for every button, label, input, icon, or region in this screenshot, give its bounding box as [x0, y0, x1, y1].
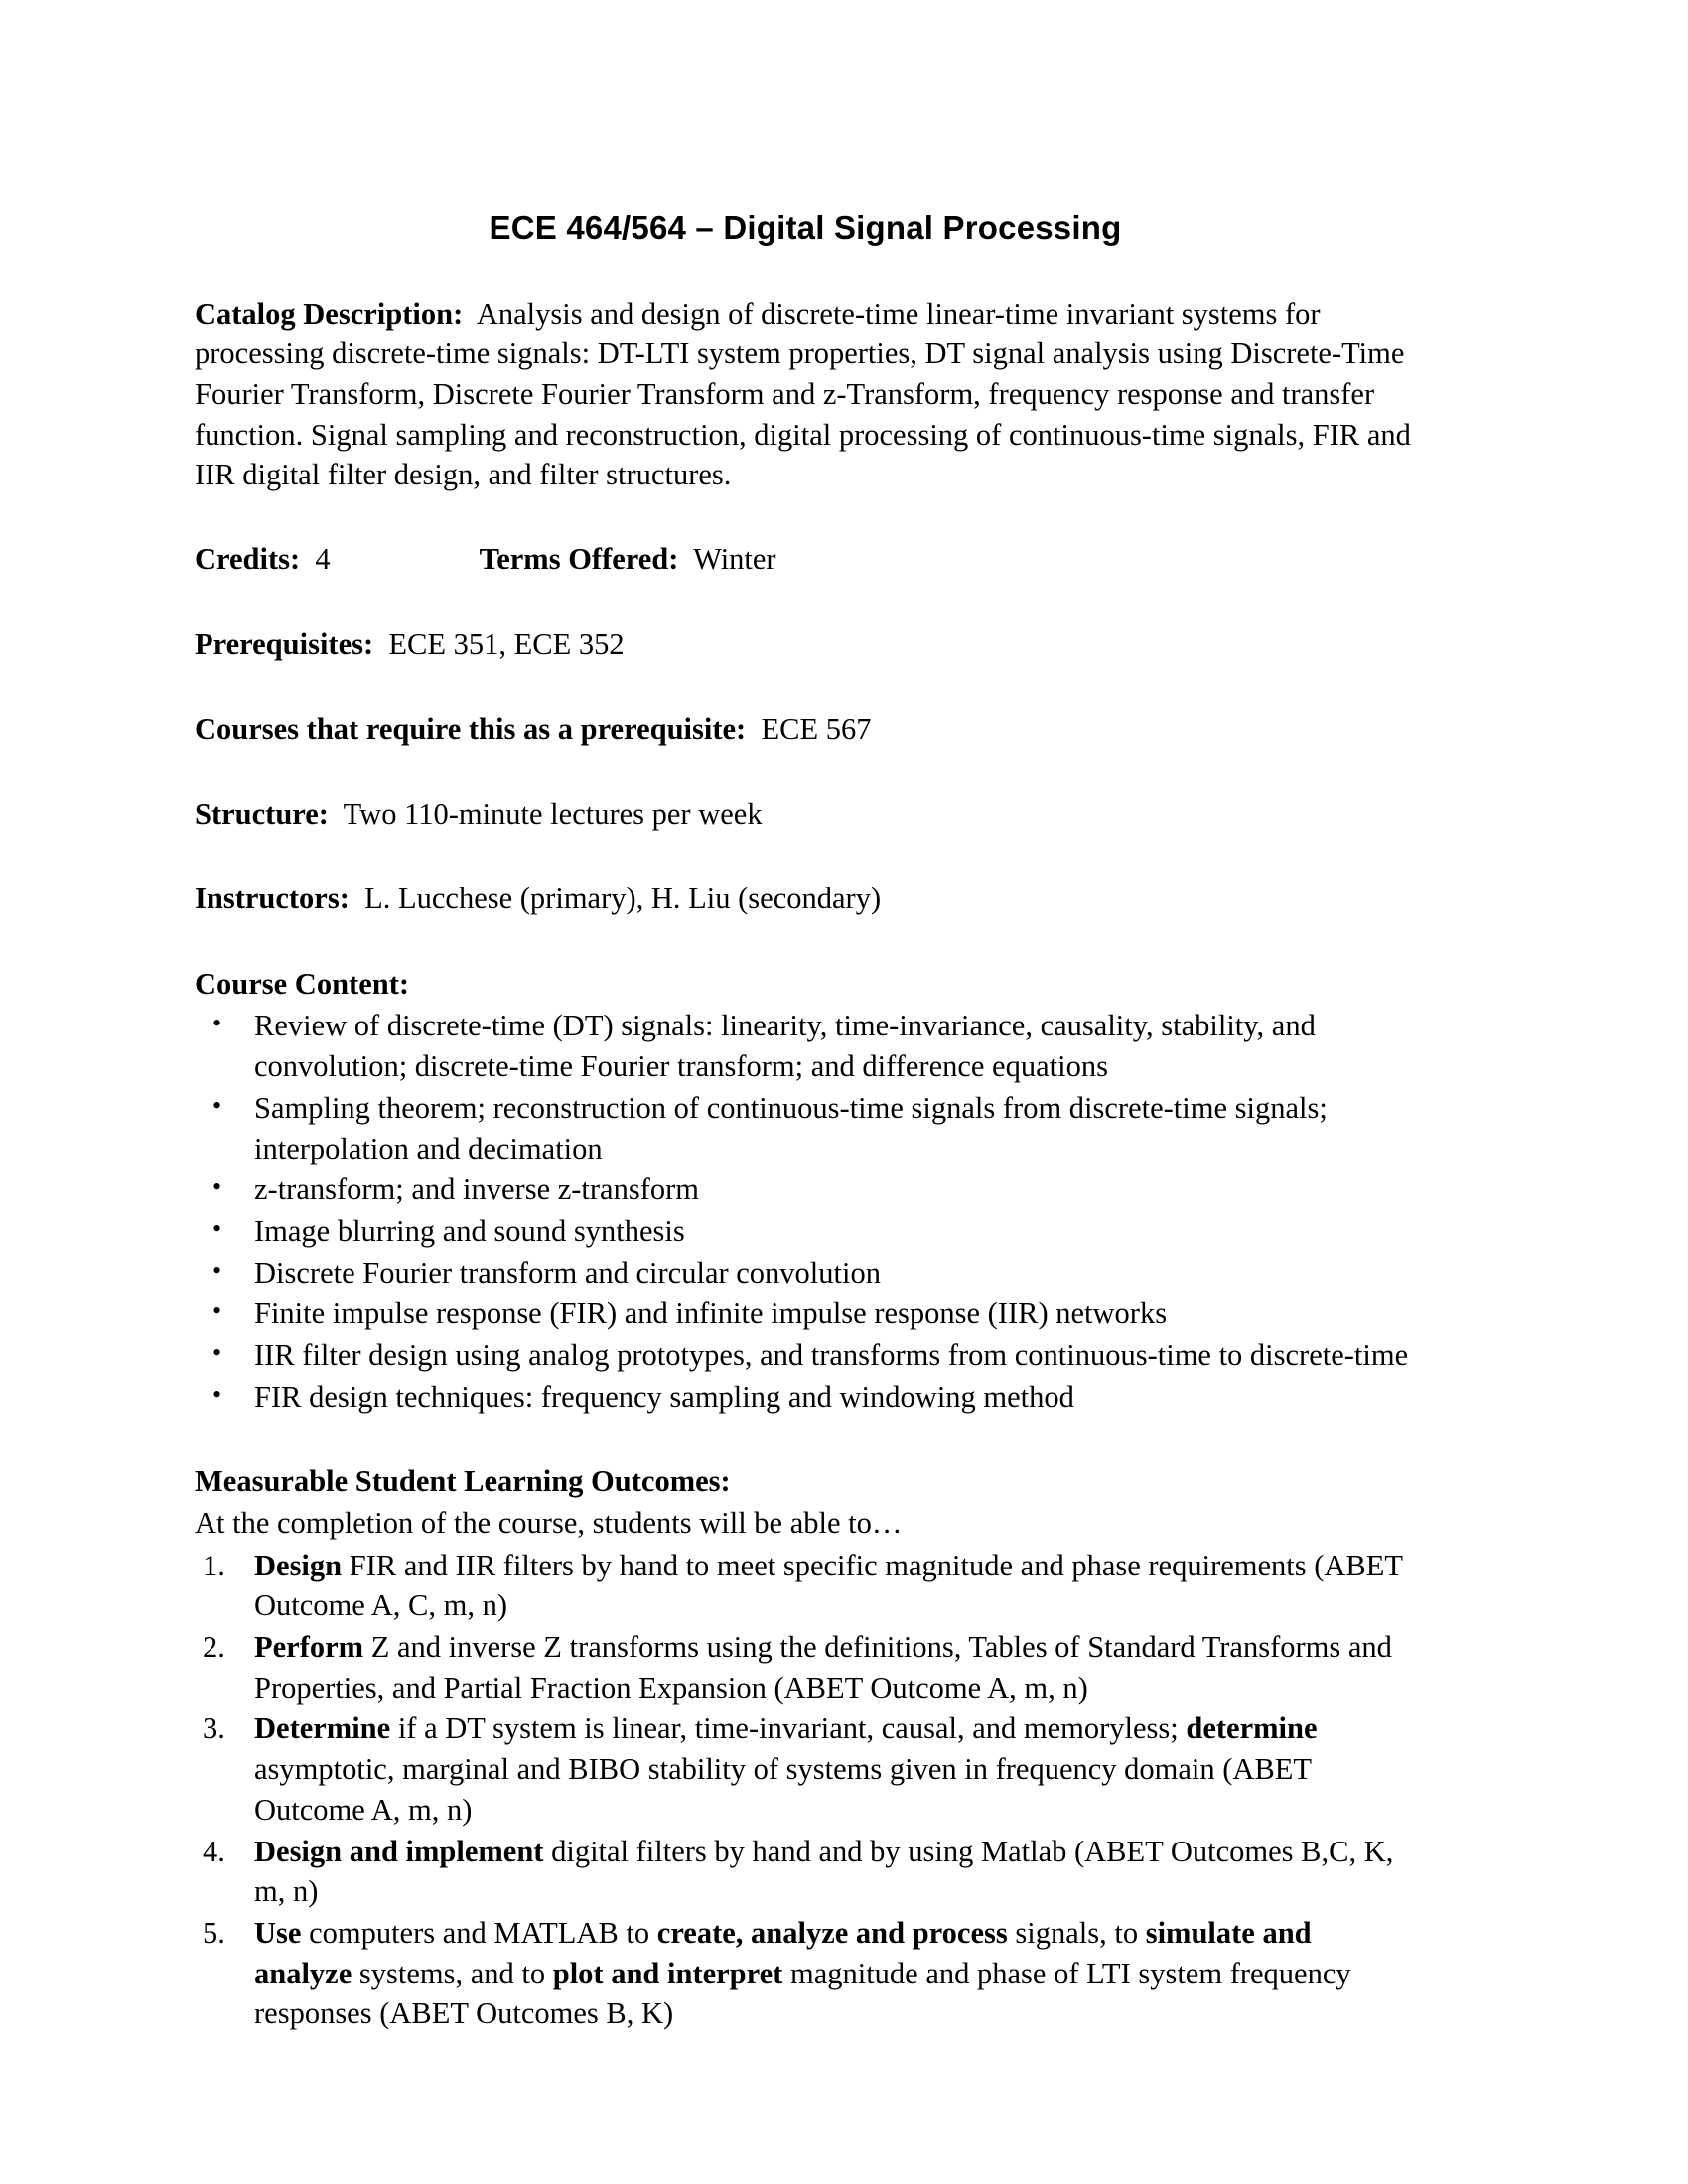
outcomes-intro: At the completion of the course, students will be able to… [195, 1506, 903, 1541]
list-item [195, 1913, 1416, 2034]
bullet-icon: • [212, 1090, 222, 1120]
requires-as-prerequisite-label: Courses that require this as a prerequisite: [195, 712, 747, 747]
emphasis-text: Use [254, 1915, 302, 1950]
list-item-label [254, 1916, 1351, 2030]
structure-row [195, 794, 1416, 835]
credits-spacer [300, 542, 315, 576]
page-title: ECE 464/564 – Digital Signal Processing [489, 209, 1122, 246]
prerequisites-label: Prerequisites: [195, 626, 374, 661]
body-text: signals, to [1007, 1915, 1146, 1950]
document-body [195, 208, 1416, 2035]
list-item-number: 2. [203, 1630, 225, 1665]
bullet-icon: • [212, 1009, 222, 1038]
list-item-label: Review of discrete-time (DT) signals: linearity, time-invariance, causality, stability, and convolution; discrete-time Fourier transform; and difference equations [254, 1009, 1316, 1084]
emphasis-text: determine [1186, 1711, 1318, 1746]
course-content-list [195, 1006, 1416, 1417]
structure-label: Structure: [195, 796, 329, 831]
list-item-number: 5. [203, 1915, 225, 1950]
requires-as-prerequisite-value: ECE 567 [761, 712, 872, 747]
list-item [195, 1211, 1416, 1252]
list-item-label: Image blurring and sound synthesis [254, 1214, 685, 1248]
list-item [195, 1253, 1416, 1294]
requires-as-prerequisite-spacer [746, 712, 761, 746]
requires-as-prerequisite-row [195, 709, 1416, 750]
list-item-number: 4. [203, 1834, 225, 1868]
list-item-number: 3. [203, 1711, 225, 1746]
list-item-label [254, 1835, 1393, 1909]
list-item [195, 1377, 1416, 1418]
bullet-icon: • [212, 1379, 222, 1409]
list-item [195, 1006, 1416, 1086]
body-text: digital filters by hand and by using Matlab (ABET Outcomes B,C, K, m, n) [254, 1834, 1394, 1909]
catalog-description-spacer [463, 297, 477, 331]
list-item [195, 1088, 1416, 1168]
list-item-label: Discrete Fourier transform and circular convolution [254, 1255, 881, 1290]
bullet-icon: • [212, 1338, 222, 1368]
emphasis-text: Determine [254, 1711, 391, 1746]
list-item-label: FIR design techniques: frequency sampling and windowing method [254, 1379, 1074, 1414]
list-item [195, 1832, 1416, 1912]
prerequisites-row [195, 624, 1416, 665]
bullet-icon: • [212, 1172, 222, 1202]
terms-offered-label: Terms Offered: [479, 542, 679, 577]
catalog-description-paragraph [195, 294, 1416, 496]
body-text: asymptotic, marginal and BIBO stability of systems given in frequency domain (ABET Outcome A, m, n) [254, 1752, 1312, 1827]
list-item-label: z-transform; and inverse z-transform [254, 1172, 699, 1207]
credits-terms-row [195, 539, 1416, 580]
body-text: systems, and to [352, 1956, 553, 1990]
body-text: if a DT system is linear, time-invariant, causal, and memoryless; [390, 1711, 1187, 1746]
credits-label: Credits: [195, 542, 301, 577]
body-text: computers and MATLAB to [301, 1915, 657, 1950]
list-item [195, 1627, 1416, 1707]
emphasis-text: simulate and analyze [254, 1915, 1312, 1990]
list-item-label [254, 1549, 1402, 1623]
bullet-icon: • [212, 1297, 222, 1326]
bullet-icon: • [212, 1214, 222, 1243]
structure-spacer [329, 797, 344, 831]
outcomes-list [195, 1546, 1416, 2034]
list-item-label: Finite impulse response (FIR) and infinite impulse response (IIR) networks [254, 1297, 1168, 1331]
list-item [195, 1546, 1416, 1626]
structure-value: Two 110-minute lectures per week [343, 796, 763, 831]
catalog-description-text: Analysis and design of discrete-time linear-time invariant systems for processing discrete-time signals: DT-LTI system properties, DT signal analysis using Discrete-Time Fourier Transform, Discrete Fourier Transform and z-Transform, frequency response and transfer function. Signal sampling and reconstruction, digital processing of continuous-time signals, FIR and IIR digital filter design, and filter structures. [195, 296, 1411, 492]
credits-value: 4 [315, 542, 331, 577]
list-item [195, 1294, 1416, 1334]
body-text: FIR and IIR filters by hand to meet specific magnitude and phase requirements (ABET Outcome A, C, m, n) [254, 1548, 1403, 1623]
body-text: Z and inverse Z transforms using the definitions, Tables of Standard Transforms and Properties, and Partial Fraction Expansion (ABET Outcome A, m, n) [254, 1630, 1392, 1705]
bullet-icon: • [212, 1255, 222, 1285]
list-item-label [254, 1711, 1318, 1826]
list-item-label [254, 1630, 1392, 1705]
prerequisites-value: ECE 351, ECE 352 [388, 626, 625, 661]
list-item [195, 1335, 1416, 1376]
catalog-description-label: Catalog Description: [195, 296, 464, 331]
instructors-row [195, 879, 1416, 919]
list-item [195, 1708, 1416, 1830]
emphasis-text: Perform [254, 1630, 364, 1665]
outcomes-heading: Measurable Student Learning Outcomes: [195, 1463, 731, 1498]
course-content-heading: Course Content: [195, 966, 410, 1001]
emphasis-text: Design and implement [254, 1834, 544, 1868]
emphasis-text: create, analyze and process [656, 1915, 1008, 1950]
list-item-label: Sampling theorem; reconstruction of continuous-time signals from discrete-time signals; interpolation and decimation [254, 1090, 1328, 1165]
terms-offered-value: Winter [693, 542, 776, 577]
emphasis-text: Design [254, 1548, 343, 1582]
prerequisites-spacer [373, 627, 388, 661]
body-text: magnitude and phase of LTI system frequency responses (ABET Outcomes B, K) [254, 1956, 1351, 2031]
list-item [195, 1169, 1416, 1210]
instructors-value: L. Lucchese (primary), H. Liu (secondary) [364, 882, 882, 916]
list-item-number: 1. [203, 1548, 225, 1582]
emphasis-text: plot and interpret [552, 1956, 783, 1990]
list-item-label: IIR filter design using analog prototypes, and transforms from continuous-time to discrete-time [254, 1338, 1409, 1373]
terms-spacer [678, 542, 693, 576]
instructors-label: Instructors: [195, 882, 350, 916]
instructors-spacer [350, 882, 364, 915]
